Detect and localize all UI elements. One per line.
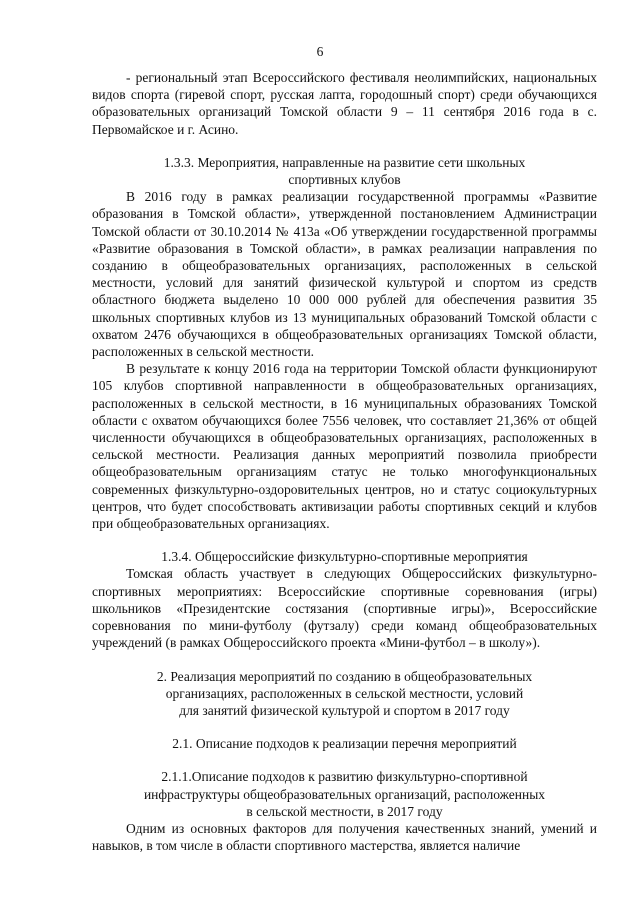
body-paragraph: Одним из основных факторов для получения качественных знаний, умений и навыков, в том числе в области спортивного мастерства, является наличие [92, 820, 597, 854]
block-spacer [92, 532, 597, 548]
heading-line: 2.1. Описание подходов к реализации перечня мероприятий [172, 736, 517, 752]
heading-line: 2.1.1.Описание подходов к развитию физкультурно-спортивной [161, 769, 528, 785]
document-body [92, 69, 597, 854]
section-heading [92, 154, 597, 188]
heading-line: 2. Реализация мероприятий по созданию в общеобразовательных [156, 668, 533, 684]
block-spacer [92, 652, 597, 668]
section-heading [92, 735, 597, 752]
block-spacer [92, 719, 597, 735]
heading-line: 1.3.3. Мероприятия, направленные на развитие сети школьных [163, 154, 526, 170]
heading-line: организациях, расположенных в сельской местности, условий [165, 685, 524, 701]
heading-line: в сельской местности, в 2017 году [246, 803, 443, 819]
page-number: 6 [316, 44, 324, 59]
body-paragraph: В 2016 году в рамках реализации государственной программы «Развитие образования в Томской области», утвержденной постановлением Администрации Томской области от 30.10.2014 № 413а «Об утверждении государственной программы «Развитие образования в Томской области», в рамках реализации направления по созданию в общеобразовательных организациях, расположенных в сельской местности, условий для занятий физической культурой и спортом из средств областного бюджета выделено 10 000 000 рублей для обеспечения развития 35 школьных спортивных клубов из 13 муниципальных образований Томской области с охватом 2476 обучающихся в общеобразовательных организациях Томской области, расположенных в сельской местности. [92, 189, 597, 360]
heading-line: для занятий физической культурой и спортом в 2017 году [179, 702, 510, 718]
body-paragraph: В результате к концу 2016 года на территории Томской области функционируют 105 клубов спортивной направленности в общеобразовательных организациях, расположенных в сельской местности, в 16 муниципальных образованиях Томской области с охватом обучающихся более 7556 человек, что составляет 21,36% от общей численности обучающихся в общеобразовательных организациях, расположенных в сельской местности. Реализация данных мероприятий позволила приобрести общеобразовательным организациям статус не только многофункциональных современных физкультурно-оздоровительных центров, но и статус социокультурных центров, что будет способствовать активизации работы спортивных секций и клубов при общеобразовательных организациях. [92, 361, 597, 532]
body-paragraph: Томская область участвует в следующих Общероссийских физкультурно-спортивных мероприятиях: Всероссийские спортивные соревнования (игры) школьников «Президентские состязания (спортивные игры)», Всероссийские соревнования по мини-футболу (футзалу) среди команд общеобразовательных учреждений (в рамках Общероссийского проекта «Мини-футбол – в школу»). [92, 566, 597, 651]
block-spacer [92, 138, 597, 154]
heading-line: спортивных клубов [288, 172, 401, 188]
body-paragraph: - региональный этап Всероссийского фестиваля неолимпийских, национальных видов спорта (гиревой спорт, русская лапта, городошный спорт) среди обучающихся образовательных организаций Томской области 9 – 11 сентября 2016 года в с. Первомайское и г. Асино. [92, 70, 597, 137]
section-heading [92, 548, 597, 565]
heading-line: 1.3.4. Общероссийские физкультурно-спортивные мероприятия [161, 549, 528, 565]
section-heading [92, 768, 597, 820]
section-heading [92, 668, 597, 720]
heading-line: инфраструктуры общеобразовательных организаций, расположенных [143, 786, 546, 802]
block-spacer [92, 752, 597, 768]
